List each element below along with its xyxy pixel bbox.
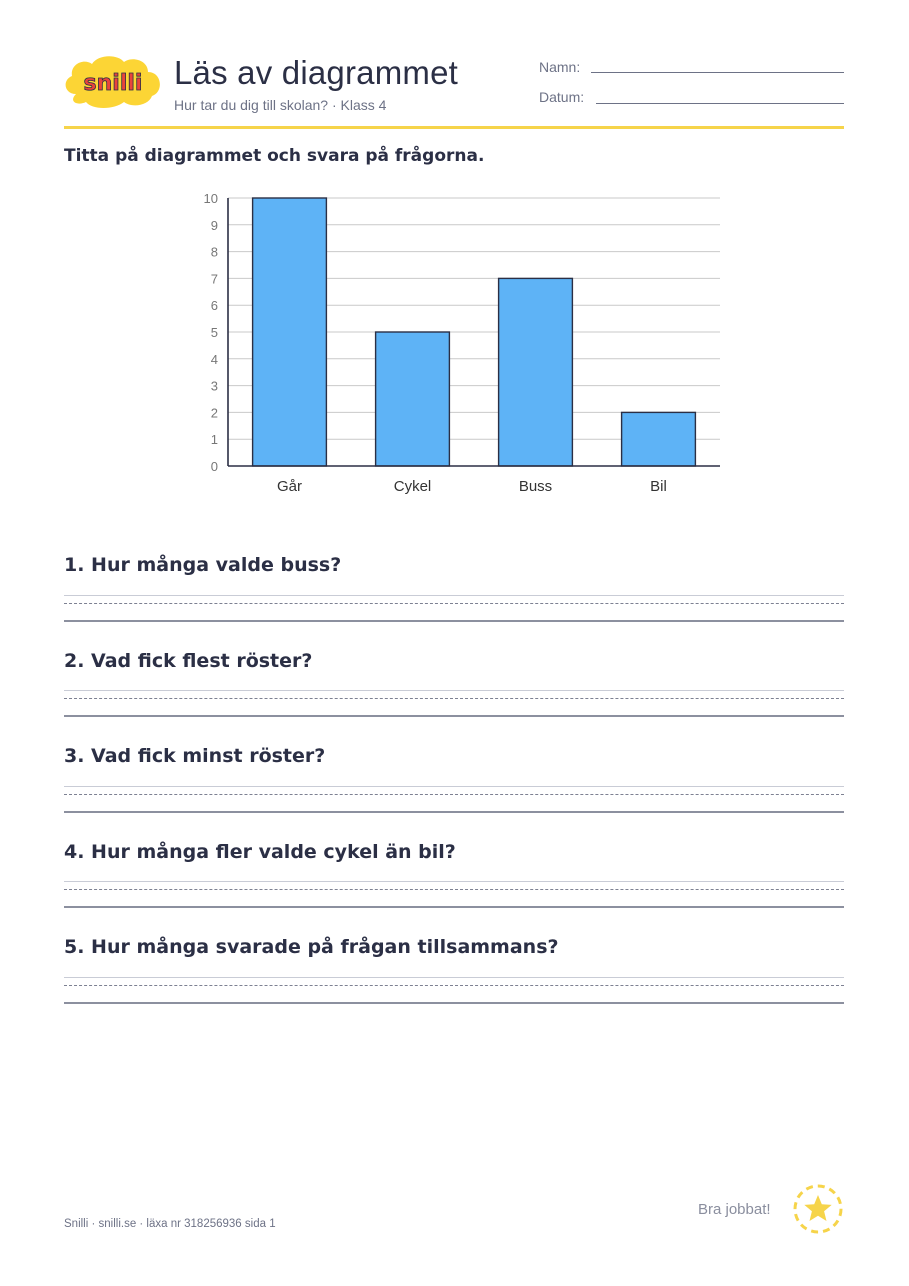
praise-text: Bra jobbat!	[698, 1201, 771, 1218]
question-4: 4. Hur många fler valde cykel än bil?	[64, 841, 456, 863]
x-tick-label: Buss	[518, 478, 553, 495]
question-2: 2. Vad fick flest röster?	[64, 650, 313, 672]
y-tick-label: 7	[210, 271, 218, 287]
answer-lines-5[interactable]	[64, 977, 844, 1005]
bar-bil	[622, 412, 696, 466]
y-tick-label: 9	[210, 217, 218, 233]
y-tick-label: 5	[210, 325, 218, 340]
snilli-logo	[62, 52, 164, 112]
x-tick-label: Cykel	[393, 478, 432, 495]
bar-cykel	[376, 332, 450, 466]
y-tick-label: 10	[203, 191, 218, 206]
answer-lines-4[interactable]	[64, 881, 844, 909]
y-tick-label: 0	[210, 459, 218, 474]
x-tick-label: Bil	[650, 478, 667, 495]
y-tick-label: 4	[210, 351, 218, 367]
question-3: 3. Vad fick minst röster?	[64, 745, 326, 767]
y-tick-label: 2	[210, 405, 218, 421]
question-5: 5. Hur många svarade på frågan tillsammans?	[64, 936, 559, 958]
y-tick-label: 6	[210, 298, 218, 314]
footer-text: Snilli · snilli.se · läxa nr 318256936 sida 1	[64, 1218, 276, 1230]
bar-chart	[190, 186, 730, 506]
page-title: Läs av diagrammet	[174, 54, 459, 91]
name-label: Namn:	[539, 59, 581, 75]
date-line[interactable]	[596, 103, 844, 104]
question-1: 1. Hur många valde buss?	[64, 554, 342, 576]
page-subtitle: Hur tar du dig till skolan? · Klass 4	[174, 97, 387, 113]
date-label: Datum:	[539, 89, 585, 105]
answer-lines-1[interactable]	[64, 595, 844, 623]
name-line[interactable]	[591, 72, 844, 73]
bar-buss	[499, 278, 573, 466]
logo-text: snilli	[83, 71, 143, 96]
bar-går	[253, 198, 327, 466]
answer-lines-2[interactable]	[64, 690, 844, 718]
y-tick-label: 8	[210, 244, 218, 260]
instruction-text: Titta på diagrammet och svara på frågorna.	[64, 146, 485, 166]
y-tick-label: 3	[210, 378, 218, 394]
header-divider	[64, 126, 844, 129]
answer-lines-3[interactable]	[64, 786, 844, 814]
star-icon	[792, 1183, 844, 1235]
y-tick-label: 1	[210, 432, 218, 448]
x-tick-label: Går	[276, 478, 303, 495]
